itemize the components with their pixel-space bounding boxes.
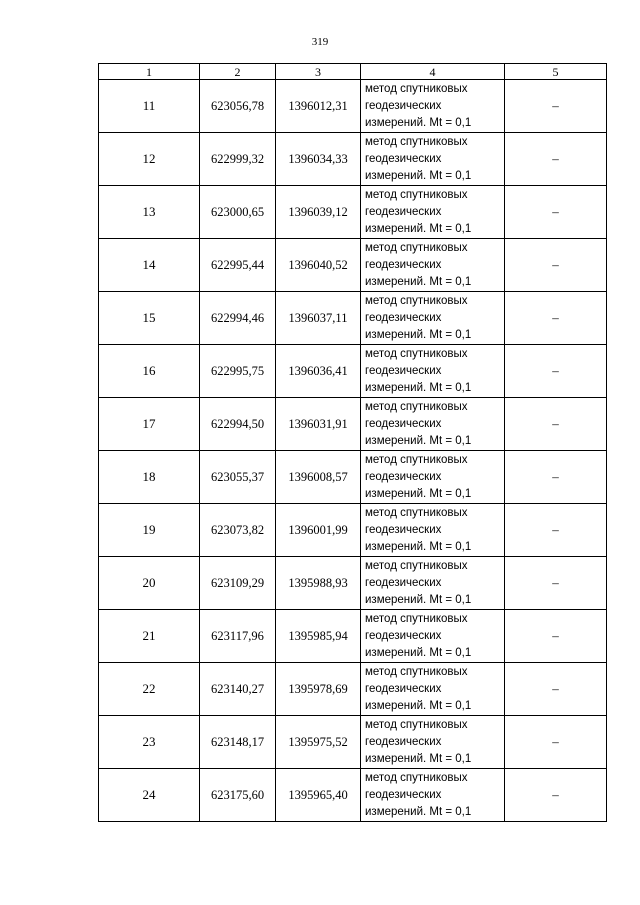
method-line: метод спутниковых <box>365 241 468 254</box>
method-cell <box>361 769 505 822</box>
coordinate-y: 1396034,33 <box>276 133 361 186</box>
point-number: 12 <box>99 133 200 186</box>
method-line: метод спутниковых <box>365 453 468 466</box>
method-line: геодезических <box>365 470 442 483</box>
method-line: измерений. Mt = 0,1 <box>365 381 472 394</box>
method-line: геодезических <box>365 523 442 536</box>
table-row <box>99 345 607 398</box>
column-5-value: – <box>505 239 607 292</box>
method-line: метод спутниковых <box>365 135 468 148</box>
coordinate-y: 1395985,94 <box>276 610 361 663</box>
method-line: геодезических <box>365 311 442 324</box>
point-number: 20 <box>99 557 200 610</box>
table-row <box>99 663 607 716</box>
page-number: 319 <box>311 36 329 48</box>
column-header: 5 <box>505 64 607 80</box>
table-row <box>99 239 607 292</box>
method-cell <box>361 186 505 239</box>
method-line: измерений. Mt = 0,1 <box>365 275 472 288</box>
column-5-value: – <box>505 557 607 610</box>
table-row <box>99 292 607 345</box>
method-cell <box>361 398 505 451</box>
method-line: геодезических <box>365 152 442 165</box>
method-cell <box>361 239 505 292</box>
method-line: геодезических <box>365 417 442 430</box>
method-line: измерений. Mt = 0,1 <box>365 593 472 606</box>
column-5-value: – <box>505 345 607 398</box>
coordinate-y: 1396031,91 <box>276 398 361 451</box>
column-5-value: – <box>505 451 607 504</box>
coordinate-x: 622995,44 <box>200 239 276 292</box>
table-row <box>99 133 607 186</box>
method-cell <box>361 504 505 557</box>
coordinate-x: 623055,37 <box>200 451 276 504</box>
coordinate-x: 623148,17 <box>200 716 276 769</box>
coordinate-y: 1396036,41 <box>276 345 361 398</box>
method-line: метод спутниковых <box>365 294 468 307</box>
method-line: метод спутниковых <box>365 82 468 95</box>
coordinate-y: 1395978,69 <box>276 663 361 716</box>
method-cell <box>361 557 505 610</box>
method-line: измерений. Mt = 0,1 <box>365 434 472 447</box>
method-line: измерений. Mt = 0,1 <box>365 752 472 765</box>
coordinate-x: 623073,82 <box>200 504 276 557</box>
method-line: метод спутниковых <box>365 612 468 625</box>
coordinate-y: 1396008,57 <box>276 451 361 504</box>
coordinate-y: 1395965,40 <box>276 769 361 822</box>
column-5-value: – <box>505 186 607 239</box>
table-row <box>99 769 607 822</box>
method-cell <box>361 292 505 345</box>
coordinate-x: 623117,96 <box>200 610 276 663</box>
table-row <box>99 398 607 451</box>
column-header: 2 <box>200 64 276 80</box>
method-line: измерений. Mt = 0,1 <box>365 487 472 500</box>
method-cell <box>361 80 505 133</box>
coordinate-x: 623000,65 <box>200 186 276 239</box>
coordinate-x: 623175,60 <box>200 769 276 822</box>
column-5-value: – <box>505 610 607 663</box>
point-number: 23 <box>99 716 200 769</box>
coordinates-table <box>98 63 607 822</box>
method-line: геодезических <box>365 99 442 112</box>
method-line: измерений. Mt = 0,1 <box>365 116 472 129</box>
coordinate-x: 622999,32 <box>200 133 276 186</box>
table-row <box>99 186 607 239</box>
method-cell <box>361 451 505 504</box>
point-number: 24 <box>99 769 200 822</box>
coordinate-x: 622994,50 <box>200 398 276 451</box>
method-cell <box>361 133 505 186</box>
coordinate-x: 623109,29 <box>200 557 276 610</box>
point-number: 21 <box>99 610 200 663</box>
column-5-value: – <box>505 133 607 186</box>
point-number: 19 <box>99 504 200 557</box>
table-row <box>99 610 607 663</box>
method-cell <box>361 663 505 716</box>
method-line: метод спутниковых <box>365 347 468 360</box>
point-number: 15 <box>99 292 200 345</box>
method-line: метод спутниковых <box>365 718 468 731</box>
column-5-value: – <box>505 504 607 557</box>
method-line: измерений. Mt = 0,1 <box>365 805 472 818</box>
coordinate-y: 1396037,11 <box>276 292 361 345</box>
method-line: метод спутниковых <box>365 506 468 519</box>
method-line: измерений. Mt = 0,1 <box>365 699 472 712</box>
coordinate-y: 1395988,93 <box>276 557 361 610</box>
method-line: измерений. Mt = 0,1 <box>365 222 472 235</box>
column-5-value: – <box>505 398 607 451</box>
method-line: геодезических <box>365 682 442 695</box>
method-cell <box>361 345 505 398</box>
point-number: 13 <box>99 186 200 239</box>
method-line: метод спутниковых <box>365 188 468 201</box>
column-5-value: – <box>505 80 607 133</box>
method-line: геодезических <box>365 205 442 218</box>
column-header: 1 <box>99 64 200 80</box>
method-line: геодезических <box>365 576 442 589</box>
column-header: 4 <box>361 64 505 80</box>
coordinate-x: 622995,75 <box>200 345 276 398</box>
coordinate-x: 623056,78 <box>200 80 276 133</box>
table-row <box>99 451 607 504</box>
column-header: 3 <box>276 64 361 80</box>
column-5-value: – <box>505 292 607 345</box>
method-line: геодезических <box>365 258 442 271</box>
point-number: 22 <box>99 663 200 716</box>
method-line: измерений. Mt = 0,1 <box>365 540 472 553</box>
coordinate-y: 1396040,52 <box>276 239 361 292</box>
method-line: геодезических <box>365 364 442 377</box>
method-line: геодезических <box>365 735 442 748</box>
point-number: 17 <box>99 398 200 451</box>
method-line: метод спутниковых <box>365 771 468 784</box>
column-5-value: – <box>505 716 607 769</box>
column-5-value: – <box>505 769 607 822</box>
method-cell <box>361 610 505 663</box>
coordinate-y: 1395975,52 <box>276 716 361 769</box>
coordinate-y: 1396001,99 <box>276 504 361 557</box>
method-line: геодезических <box>365 788 442 801</box>
table-header-row <box>99 64 607 80</box>
table-row <box>99 716 607 769</box>
coordinate-x: 622994,46 <box>200 292 276 345</box>
point-number: 18 <box>99 451 200 504</box>
method-line: метод спутниковых <box>365 665 468 678</box>
method-line: измерений. Mt = 0,1 <box>365 169 472 182</box>
point-number: 14 <box>99 239 200 292</box>
method-line: метод спутниковых <box>365 400 468 413</box>
coordinate-y: 1396039,12 <box>276 186 361 239</box>
point-number: 16 <box>99 345 200 398</box>
coordinate-x: 623140,27 <box>200 663 276 716</box>
point-number: 11 <box>99 80 200 133</box>
coordinate-y: 1396012,31 <box>276 80 361 133</box>
table-row <box>99 504 607 557</box>
method-line: измерений. Mt = 0,1 <box>365 328 472 341</box>
table-row <box>99 80 607 133</box>
method-line: геодезических <box>365 629 442 642</box>
method-cell <box>361 716 505 769</box>
method-line: метод спутниковых <box>365 559 468 572</box>
table-row <box>99 557 607 610</box>
column-5-value: – <box>505 663 607 716</box>
method-line: измерений. Mt = 0,1 <box>365 646 472 659</box>
